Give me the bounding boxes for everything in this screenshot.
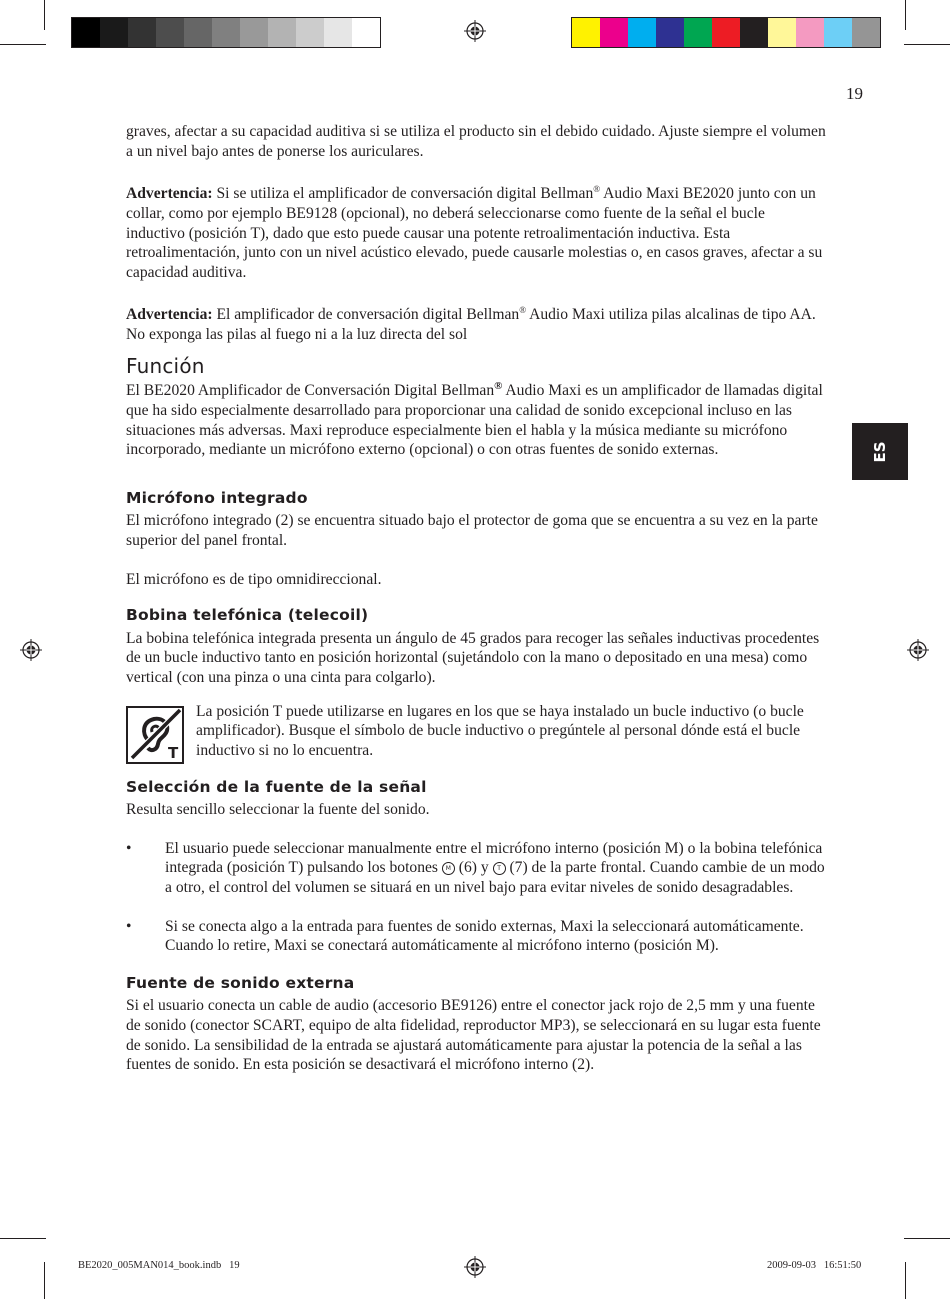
warning-paragraph: [126, 180, 826, 282]
registered-mark: ®: [593, 184, 601, 195]
warning-label: Advertencia:: [126, 185, 213, 203]
crop-mark: [904, 44, 950, 45]
color-swatch: [768, 18, 796, 47]
section-heading-bobina: Bobina telefónica (telecoil): [126, 606, 369, 625]
color-swatch: [712, 18, 740, 47]
warning-text: Audio Maxi BE2020 junto con un collar, como por ejemplo BE9128 (opcional), no deberá seleccionarse como fuente de la señal el bucle inductivo (posición T), dado que esto puede causar una potente retroalimentación inductiva. Esta retroalimentación, junto con un nivel acústico elevado, puede causarle molestias o, en casos graves, afectar a su capacidad auditiva.: [126, 185, 823, 281]
funcion-text: Audio Maxi es un amplificador de llamadas digital que ha sido especialmente desarrollado para proporcionar una calidad de sonido excepcional incluso en las situaciones más adversas. Maxi reproduce especialmente bien el habla y la música mediante su micrófono incorporado, mediante un micrófono externo (opcional) o con otras fuentes de sonido externas.: [126, 382, 823, 459]
list-item-text: Si se conecta algo a la entrada para fuentes de sonido externas, Maxi la seleccionará automáticamente. Cuando lo retire, Maxi se conectará automáticamente al micrófono interno (posición M).: [165, 917, 804, 955]
color-swatch: [796, 18, 824, 47]
warning-label: Advertencia:: [126, 306, 213, 324]
gray-swatch: [240, 18, 268, 47]
page-number: 19: [846, 84, 863, 103]
color-swatch: [572, 18, 600, 47]
hearing-loop-icon: [126, 706, 184, 764]
list-item: [126, 917, 826, 956]
color-calibration-bar: [571, 17, 881, 48]
bullet-marker: •: [126, 917, 132, 935]
gray-swatch: [128, 18, 156, 47]
crop-mark: [904, 1238, 950, 1239]
externa-paragraph: Si el usuario conecta un cable de audio (accesorio BE9126) entre el conector jack rojo de 2,5 mm y una fuente de sonido (conector SCART, equipo de alta fidelidad, reproductor MP3), se seleccionará en su lugar esta fuente de sonido. La sensibilidad de la entrada se ajustará automáticamente para ajustar la potencia de la señal a las fuentes de sonido. En esta posición se desactivará el micrófono interno (2).: [126, 997, 821, 1074]
color-swatch: [684, 18, 712, 47]
gray-swatch: [212, 18, 240, 47]
mode-t-button-icon: T: [493, 862, 506, 875]
grayscale-calibration-bar: [71, 17, 381, 48]
list-text: El usuario puede seleccionar manualmente entre el micrófono interno (posición M) o la bobina telefónica integrada (posición T) pulsando los botones: [165, 839, 823, 877]
seleccion-intro: Resulta sencillo seleccionar la fuente del sonido.: [126, 801, 430, 819]
gray-swatch: [296, 18, 324, 47]
crop-mark: [905, 0, 906, 30]
funcion-paragraph: [126, 377, 826, 460]
crop-mark: [905, 1262, 906, 1299]
registration-mark-icon: [20, 639, 42, 661]
color-swatch: [824, 18, 852, 47]
language-tab-label: ES: [871, 440, 889, 463]
list-text: (7) de la parte frontal. Cuando cambie de un modo a otro, el control del volumen se situará en un nivel bajo para evitar niveles de sonido desagradables.: [165, 859, 825, 896]
section-heading-externa: Fuente de sonido externa: [126, 973, 355, 992]
gray-swatch: [352, 18, 380, 47]
tcoil-note: La posición T puede utilizarse en lugares en los que se haya instalado un bucle inductivo (o bucle amplificador). Busque el símbolo de bucle inductivo o pregúntele al personal dónde está el bucle inductivo si no lo encuentra.: [196, 702, 804, 759]
warning-paragraph: [126, 301, 826, 344]
bullet-marker: •: [126, 839, 132, 857]
footer-filename: BE2020_005MAN014_book.indb 19: [78, 1260, 240, 1271]
gray-swatch: [156, 18, 184, 47]
warning-text: El amplificador de conversación digital Bellman: [212, 306, 520, 324]
language-tab: [852, 423, 908, 480]
color-swatch: [600, 18, 628, 47]
color-swatch: [740, 18, 768, 47]
color-swatch: [656, 18, 684, 47]
color-swatch: [852, 18, 880, 47]
color-swatch: [628, 18, 656, 47]
funcion-text: El BE2020 Amplificador de Conversación Digital Bellman: [126, 382, 495, 400]
registration-mark-icon: [464, 1256, 486, 1278]
microfono-paragraph: El micrófono integrado (2) se encuentra situado bajo el protector de goma que se encuentra a su vez en la parte superior del panel frontal.: [126, 512, 818, 550]
section-heading-seleccion: Selección de la fuente de la señal: [126, 777, 427, 796]
warning-text: Si se utiliza el amplificador de conversación digital Bellman: [212, 185, 594, 203]
gray-swatch: [72, 18, 100, 47]
registered-mark: ®: [519, 305, 527, 316]
list-item: [126, 839, 826, 898]
section-heading-funcion: Función: [126, 353, 205, 378]
crop-mark: [0, 1238, 46, 1239]
crop-mark: [0, 44, 46, 45]
registration-mark-icon: [464, 20, 486, 42]
crop-mark: [44, 0, 45, 30]
hearing-loop-letter: T: [168, 743, 179, 762]
crop-mark: [44, 1262, 45, 1299]
bobina-paragraph: La bobina telefónica integrada presenta un ángulo de 45 grados para recoger las señales inductivas procedentes de un bucle inductivo tanto en posición horizontal (sujetándolo con la mano o depositado en una mesa) como vertical (con una pinza o una cinta para colgarlo).: [126, 629, 820, 687]
microfono-paragraph: El micrófono es de tipo omnidireccional.: [126, 570, 382, 588]
page-content: [126, 122, 826, 1075]
gray-swatch: [324, 18, 352, 47]
gray-swatch: [268, 18, 296, 47]
footer-timestamp: 2009-09-03 16:51:50: [767, 1260, 862, 1271]
intro-continuation: graves, afectar a su capacidad auditiva si se utiliza el producto sin el debido cuidado. Ajuste siempre el volumen a un nivel bajo antes de ponerse los auriculares.: [126, 123, 826, 160]
list-item-text: [165, 839, 826, 898]
section-heading-microfono: Micrófono integrado: [126, 488, 308, 507]
gray-swatch: [184, 18, 212, 47]
warning-text: Audio Maxi utiliza pilas alcalinas de tipo AA. No exponga las pilas al fuego ni a la luz directa del sol: [126, 306, 816, 344]
mode-m-button-icon: M: [442, 862, 455, 875]
list-text: (6) y: [454, 859, 493, 877]
registered-mark: ®: [494, 380, 503, 393]
registration-mark-icon: [907, 639, 929, 661]
gray-swatch: [100, 18, 128, 47]
